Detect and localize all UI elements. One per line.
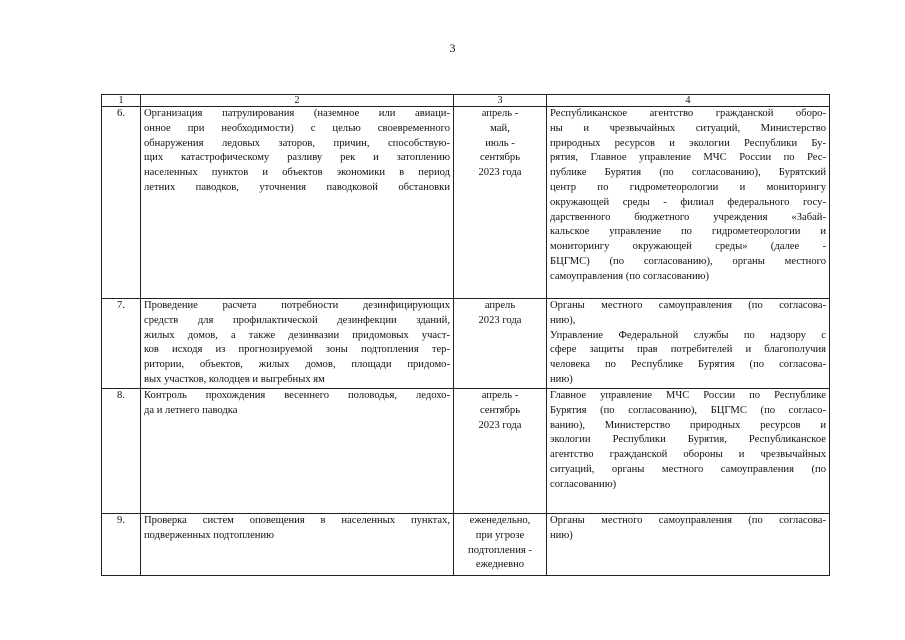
task-line: да и летнего паводка (144, 404, 238, 416)
task-line: населенных пунктов и объектов экономики в период (144, 167, 450, 179)
responsible-line: рятия, Главное управление МЧС России по Рес- (550, 152, 826, 164)
responsible-cell (547, 107, 830, 299)
period-cell (454, 299, 547, 389)
responsible-line: кальское управление по гидрометеорологии и (550, 226, 826, 238)
responsible-line: публике Бурятия (по согласованию), Бурятский (550, 167, 826, 179)
responsible-line: сфере защиты прав потребителей и благополучия (550, 344, 826, 356)
period-line: июль - (485, 137, 515, 149)
responsible-line: нию), (550, 314, 576, 326)
period-line: апрель - (481, 390, 519, 401)
responsible-line: ны и чрезвычайных ситуаций, Министерство (550, 122, 826, 134)
period-line: 2023 года (478, 419, 522, 431)
task-line: средств для профилактической дезинфекции зданий, (144, 314, 450, 326)
row-number: 8. (102, 389, 141, 514)
header-col-2: 2 (141, 95, 454, 107)
responsible-cell (547, 389, 830, 514)
task-line: Контроль прохождения весеннего половодья, ледохо- (144, 390, 450, 401)
task-cell (141, 389, 454, 514)
responsible-line: Бурятия (по согласованию), БЦГМС (по согласо- (550, 404, 826, 416)
responsible-line: мониторингу окружающей среды» (далее - (550, 241, 826, 253)
period-line: подтопления - (468, 544, 532, 556)
task-line: Проведение расчета потребности дезинфицирующих (144, 300, 450, 311)
header-col-3: 3 (454, 95, 547, 107)
period-line: апрель - (481, 108, 519, 119)
task-line: жилых домов, а также дезинвазии придомовых участ- (144, 329, 450, 341)
task-line: подверженных подтоплению (144, 529, 275, 541)
table-row (102, 299, 830, 389)
period-line: еженедельно, (469, 515, 531, 526)
table-header-row (102, 95, 830, 107)
responsible-line: БЦГМС) (по согласованию), органы местного (550, 255, 826, 267)
period-cell (454, 514, 547, 576)
period-line: 2023 года (478, 167, 522, 179)
responsible-line: дарственного бюджетного учреждения «Забай- (550, 211, 826, 223)
header-col-4: 4 (547, 95, 830, 107)
task-line: летних паводков, уточнения паводковой обстановки (144, 181, 450, 193)
period-line: май, (490, 122, 510, 134)
table-row (102, 107, 830, 299)
task-line: ков исходя из прогнозируемой зоны подтопления тер- (144, 344, 450, 356)
responsible-line: человека по Республике Бурятия (по согласова- (550, 359, 826, 371)
responsible-line: нию) (550, 529, 573, 541)
table-row (102, 389, 830, 514)
responsible-line: самоуправления (по согласованию) (550, 270, 710, 282)
responsible-line: Управление Федеральной службы по надзору с (550, 329, 826, 341)
period-cell (454, 389, 547, 514)
responsible-line: нию) (550, 373, 573, 385)
period-line: 2023 года (478, 314, 522, 326)
task-line: вых участков, колодцев и выгребных ям (144, 373, 325, 385)
task-line: Организация патрулирования (наземное или авиаци- (144, 108, 450, 119)
responsible-line: центр по гидрометеорологии и мониторингу (550, 181, 826, 193)
task-cell (141, 107, 454, 299)
plan-table (101, 94, 830, 576)
task-line: Проверка систем оповещения в населенных пунктах, (144, 515, 450, 526)
table-row (102, 514, 830, 576)
period-line: сентябрь (479, 404, 521, 416)
period-line: сентябрь (479, 152, 521, 164)
responsible-line: окружающей среды - филиал федерального госу- (550, 196, 826, 208)
responsible-cell (547, 514, 830, 576)
responsible-line: ванию), Министерство природных ресурсов и (550, 419, 826, 431)
task-line: онное при необходимости) с целью своевременного (144, 122, 450, 134)
period-cell (454, 107, 547, 299)
header-col-1: 1 (102, 95, 141, 107)
responsible-line: Органы местного самоуправления (по согласова- (550, 515, 826, 526)
page-number: 3 (449, 41, 456, 55)
responsible-line: Главное управление МЧС России по Республике (550, 390, 826, 401)
task-line: щих катастрофическому разливу рек и затоплению (144, 152, 450, 164)
row-number: 9. (102, 514, 141, 576)
responsible-line: экологии Республики Бурятия, Республиканское (550, 434, 826, 446)
task-cell (141, 514, 454, 576)
responsible-line: Республиканское агентство гражданской оборо- (550, 108, 826, 119)
responsible-line: природных ресурсов и экологии Республики Бу- (550, 137, 826, 149)
responsible-line: ситуаций, органы местного самоуправления (по (550, 463, 826, 475)
responsible-cell (547, 299, 830, 389)
row-number: 6. (102, 107, 141, 299)
task-cell (141, 299, 454, 389)
task-line: ритории, объектов, жилых домов, площади придомо- (144, 359, 450, 371)
period-line: при угрозе (475, 529, 525, 541)
row-number: 7. (102, 299, 141, 389)
period-line: ежедневно (475, 559, 525, 571)
period-line: апрель (484, 300, 516, 311)
task-line: обнаружения ледовых заторов, причин, способствую- (144, 137, 450, 149)
responsible-line: агентство гражданской обороны и чрезвычайных (550, 449, 826, 461)
responsible-line: согласованию) (550, 478, 617, 490)
responsible-line: Органы местного самоуправления (по согласова- (550, 300, 826, 311)
